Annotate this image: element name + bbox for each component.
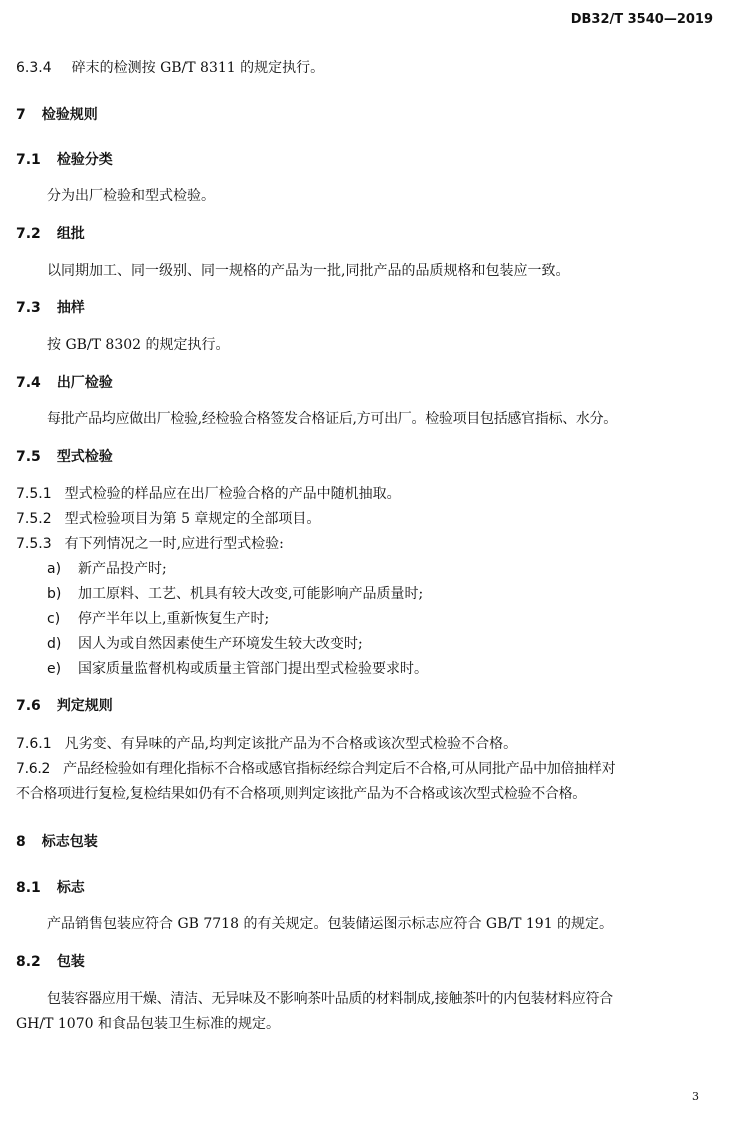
section-title: 判定规则 xyxy=(56,698,113,714)
list-label: a) xyxy=(47,561,62,577)
section-8-2-text: 包装容器应用干燥、清洁、无异味及不影响茶叶品质的材料制成,接触茶叶的内包装材料应符合 xyxy=(47,991,613,1007)
list-label: e) xyxy=(47,661,62,677)
list-text: 新产品投产时; xyxy=(78,561,167,577)
clause-text: 产品经检验如有理化指标不合格或感官指标经综合判定后不合格,可从同批产品中加倍抽样对 xyxy=(63,761,616,777)
section-title: 出厂检验 xyxy=(56,375,113,391)
section-title: 标志 xyxy=(56,880,85,896)
section-7-3-heading xyxy=(16,298,85,318)
section-8-1-heading xyxy=(16,878,85,898)
list-text: 加工原料、工艺、机具有较大改变,可能影响产品质量时; xyxy=(78,586,424,602)
section-number: 7.3 xyxy=(16,300,41,316)
section-7-1-text: 分为出厂检验和型式检验。 xyxy=(47,188,215,204)
list-item-a xyxy=(47,559,167,579)
clause-7-6-2 xyxy=(16,759,615,779)
section-7-6-heading xyxy=(16,696,113,716)
clause-7-5-2 xyxy=(16,509,320,529)
list-item-d xyxy=(47,634,363,654)
section-title: 包装 xyxy=(56,954,85,970)
section-7-4-heading xyxy=(16,373,113,393)
list-text: 因人为或自然因素使生产环境发生较大改变时; xyxy=(78,636,363,652)
section-8-heading xyxy=(16,832,98,852)
clause-number: 7.6.2 xyxy=(16,761,51,777)
list-label: d) xyxy=(47,636,62,652)
clause-number: 7.5.2 xyxy=(16,511,52,527)
clause-text: 凡劣变、有异味的产品,均判定该批产品为不合格或该次型式检验不合格。 xyxy=(64,736,518,752)
list-item-c xyxy=(47,609,269,629)
clause-7-5-3 xyxy=(16,534,284,554)
list-item-b xyxy=(47,584,423,604)
clause-text: 型式检验的样品应在出厂检验合格的产品中随机抽取。 xyxy=(64,486,401,502)
page-number: 3 xyxy=(692,1090,699,1103)
clause-number: 7.6.1 xyxy=(16,736,52,752)
section-number: 8.1 xyxy=(16,880,41,896)
section-number: 7 xyxy=(16,107,26,123)
section-7-heading xyxy=(16,105,98,125)
document-code: DB32/T 3540—2019 xyxy=(570,12,713,27)
section-number: 7.4 xyxy=(16,375,41,391)
section-title: 检验分类 xyxy=(56,152,113,168)
list-label: b) xyxy=(47,586,62,602)
section-8-1-text: 产品销售包装应符合 GB 7718 的有关规定。包装储运图示标志应符合 GB/T 191 的规定。 xyxy=(47,916,614,932)
clause-7-6-2-continued: 不合格项进行复检,复检结果如仍有不合格项,则判定该批产品为不合格或该次型式检验不合格。 xyxy=(16,786,586,802)
section-title: 型式检验 xyxy=(56,449,113,465)
section-number: 7.2 xyxy=(16,226,41,242)
section-title: 标志包装 xyxy=(41,834,98,850)
section-title: 检验规则 xyxy=(41,107,98,123)
clause-number: 7.5.3 xyxy=(16,536,52,552)
clause-number: 7.5.1 xyxy=(16,486,52,502)
list-label: c) xyxy=(47,611,61,627)
section-number: 7.1 xyxy=(16,152,41,168)
clause-number: 6.3.4 xyxy=(16,60,52,76)
section-title: 组批 xyxy=(56,226,85,242)
list-text: 停产半年以上,重新恢复生产时; xyxy=(78,611,270,627)
section-7-4-text: 每批产品均应做出厂检验,经检验合格签发合格证后,方可出厂。检验项目包括感官指标、水分。 xyxy=(47,411,617,427)
section-7-3-text: 按 GB/T 8302 的规定执行。 xyxy=(47,337,230,353)
clause-text: 型式检验项目为第 5 章规定的全部项目。 xyxy=(64,511,321,527)
section-8-2-heading xyxy=(16,952,85,972)
clause-7-6-1 xyxy=(16,734,517,754)
section-7-1-heading xyxy=(16,150,113,170)
section-title: 抽样 xyxy=(56,300,85,316)
clause-text: 有下列情况之一时,应进行型式检验: xyxy=(64,536,284,552)
section-number: 8.2 xyxy=(16,954,41,970)
clause-7-5-1 xyxy=(16,484,401,504)
list-item-e xyxy=(47,659,428,679)
section-8-2-text-continued: GH/T 1070 和食品包装卫生标准的规定。 xyxy=(16,1016,280,1032)
clause-text: 碎末的检测按 GB/T 8311 的规定执行。 xyxy=(71,60,325,76)
clause-6-3-4 xyxy=(16,58,324,78)
section-7-5-heading xyxy=(16,447,113,467)
section-number: 7.5 xyxy=(16,449,41,465)
section-7-2-text: 以同期加工、同一级别、同一规格的产品为一批,同批产品的品质规格和包装应一致。 xyxy=(47,263,570,279)
section-number: 8 xyxy=(16,834,26,850)
section-number: 7.6 xyxy=(16,698,41,714)
section-7-2-heading xyxy=(16,224,85,244)
list-text: 国家质量监督机构或质量主管部门提出型式检验要求时。 xyxy=(78,661,428,677)
